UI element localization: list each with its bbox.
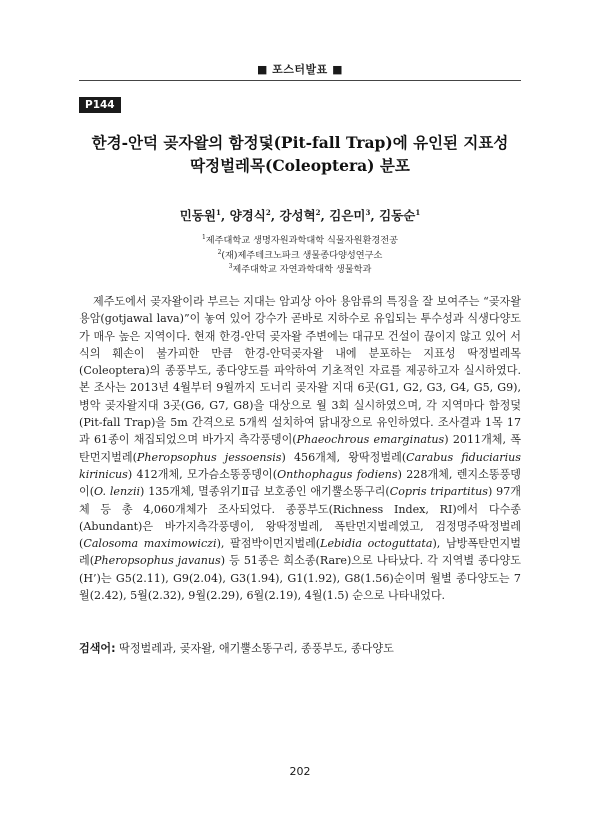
author-affil-mark: 1	[415, 207, 421, 217]
paper-title	[70, 131, 530, 177]
author-name: 김동순	[379, 208, 416, 223]
affiliation-list	[0, 232, 600, 276]
author-name: 양경식	[229, 208, 266, 223]
poster-code-badge: P144	[79, 97, 121, 113]
page-number: 202	[289, 765, 311, 778]
species-name: O. lenzii	[94, 485, 141, 499]
species-name: Pheropsophus jessoensis	[136, 450, 282, 464]
header-divider	[79, 80, 521, 81]
title-line-2: 딱정벌레목(Coleoptera) 분포	[190, 156, 410, 175]
section-header	[0, 58, 600, 77]
author-name: 강성혁	[279, 208, 316, 223]
affiliation-item: $^1$제주대학교 생명자원과학대학 식물자원환경전공	[201, 234, 399, 247]
species-name: Phaeochrous emarginatus	[296, 433, 445, 447]
affiliation-item: $^3$제주대학교 자연과학대학 생물학과	[228, 263, 372, 276]
author-affil-mark: 1	[216, 207, 221, 217]
abstract-paragraph: 제주도에서 곶자왈이라 부르는 지대는 암괴상 아아 용암류의 특징을 잘 보여주는 “곶자왈 용암(gotjawal lava)”이 놓여 있어 강수가 곧바로 지하수로 유입되는 투수성과 식생다양도가 매우 높은 지역이다. 현재 한경-안덕 곶자왈 주변에는 대규모 건설이 끊이지 않고 있어 서식의 훼손이 불가피한 만큼 한경-안덕곶자왈 내에 분포하는 지표성 딱정벌레목(Coleoptera)의 종풍부도, 종다양도를 파악하여 기초적인 자료를 제공하고자 실시하였다. 본 조사는 2013년 4월부터 9월까지 도너리 곶자왈 지대 6곳(G1, G2, G3, G4, G5, G9), 병악 곶자왈지대 3곳(G6, G7, G8)을 대상으로 월 3회 실시하였으며, 각 지역마다 함정덫(Pit-fall Trap)을 5m 간격으로 5개씩 설치하여 닭내장으로 유인하였다. 조사결과 1목 17과 61종이 채집되었으며 바가지 측각풍뎅이(Phaeochrous emarginatus) 2011개체, 폭탄먼지벌레(Pheropsophus jessoensis) 456개체, 왕딱정벌레(Carabus fiduciarius kirinicus) 412개체, 모가슴소똥풍뎅이(Onthophagus fodiens) 228개체, 렌지소똥풍뎅이(O. lenzii) 135개체, 멸종위기Ⅱ급 보호종인 애기뿔소똥구리(Copris tripartitus) 97개체 등 총 4,060개체가 조사되었다. 종풍부도(Richness Index, RI)에서 다수종(Abundant)은 바가지측각풍뎅이, 왕딱정벌레, 폭탄먼지벌레였고, 검정명주딱정벌레(Calosoma maximowiczi), 팔점박이먼지벌레(Lebidia octoguttata), 남방폭탄먼지벌레(Pheropsophus javanus) 등 51종은 희소종(Rare)으로 나타났다. 각 지역별 종다양도(H’)는 G5(2.11), G9(2.04), G3(1.94), G1(1.92), G8(1.56)순이며 월별 종다양도는 7월(2.42), 5월(2.32), 9월(2.29), 6월(2.19), 4월(1.5) 순으로 나타내었다.	[79, 295, 522, 603]
species-name: Onthophagus fodiens	[277, 467, 398, 481]
author-list: 민동원$^1$, 양경식$^2$, 강성혁$^2$, 김은미$^3$, 김동순$^1$	[179, 207, 421, 223]
author-name: 김은미	[329, 208, 366, 223]
keywords	[79, 640, 521, 657]
author-affil-mark: 2	[315, 207, 321, 217]
author-affil-mark: 3	[365, 207, 371, 217]
keywords-text: 딱정벌레과, 곶자왈, 애기뿔소똥구리, 종풍부도, 종다양도	[115, 642, 394, 655]
section-label: ■ 포스터발표 ■	[256, 63, 344, 76]
title-line-1: 한경-안덕 곶자왈의 함정덫(Pit-fall Trap)에 유인된 지표성	[91, 133, 509, 152]
affiliation-item: $^2$(재)제주테크노파크 생물종다양성연구소	[217, 248, 383, 261]
species-name: Carabus fiduciarius kirinicus	[79, 450, 521, 481]
species-name: Calosoma maximowiczi	[83, 537, 217, 551]
species-name: Pheropsophus javanus	[94, 554, 221, 568]
abstract-body	[79, 293, 521, 604]
author-affil-mark: 2	[265, 207, 271, 217]
keywords-label: 검색어:	[79, 642, 116, 655]
species-name: Copris tripartitus	[389, 485, 489, 499]
author-name: 민동원	[179, 208, 217, 223]
species-name: Lebidia octoguttata	[320, 537, 433, 551]
